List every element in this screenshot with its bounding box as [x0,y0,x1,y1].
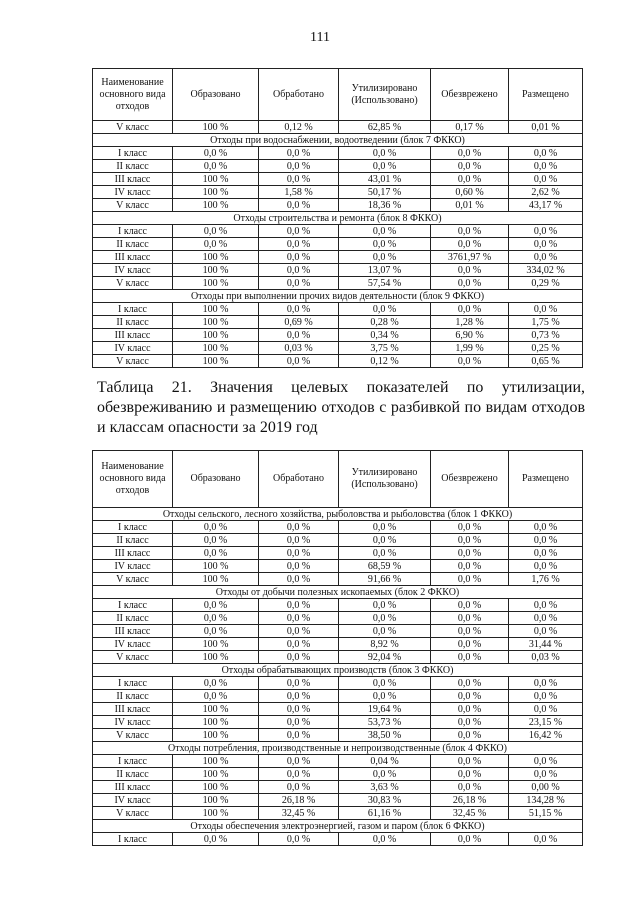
processed-cell: 0,0 % [259,625,339,638]
table-row [93,833,583,846]
utilized-cell: 50,17 % [339,186,431,199]
placed-cell: 0,29 % [509,277,583,290]
section-row [93,134,583,147]
header-neutralized: Обезврежено [431,451,509,508]
neutralized-cell: 3761,97 % [431,251,509,264]
section-title: Отходы обрабатывающих производств (блок 3 ФККО) [93,664,583,677]
neutralized-cell: 0,0 % [431,703,509,716]
placed-cell: 0,0 % [509,303,583,316]
processed-cell: 0,0 % [259,199,339,212]
class-cell: V класс [93,355,173,368]
section-title: Отходы при выполнении прочих видов деятельности (блок 9 ФККО) [93,290,583,303]
table-row [93,225,583,238]
table-header-row [93,69,583,121]
processed-cell: 0,0 % [259,638,339,651]
table-row [93,690,583,703]
table-row [93,625,583,638]
utilized-cell: 92,04 % [339,651,431,664]
header-processed: Обработано [259,451,339,508]
class-cell: V класс [93,807,173,820]
placed-cell: 0,0 % [509,703,583,716]
generated-cell: 0,0 % [173,625,259,638]
class-cell: IV класс [93,186,173,199]
utilized-cell: 0,0 % [339,833,431,846]
processed-cell: 0,0 % [259,573,339,586]
generated-cell: 0,0 % [173,160,259,173]
class-cell: III класс [93,703,173,716]
class-cell: I класс [93,147,173,160]
placed-cell: 0,0 % [509,560,583,573]
section-title: Отходы от добычи полезных ископаемых (блок 2 ФККО) [93,586,583,599]
class-cell: II класс [93,316,173,329]
utilized-cell: 0,0 % [339,147,431,160]
table-21 [92,450,583,846]
processed-cell: 0,0 % [259,173,339,186]
utilized-cell: 91,66 % [339,573,431,586]
header-processed: Обработано [259,69,339,121]
class-cell: I класс [93,599,173,612]
table-row [93,264,583,277]
utilized-cell: 0,0 % [339,677,431,690]
section-row [93,820,583,833]
utilized-cell: 0,0 % [339,768,431,781]
processed-cell: 32,45 % [259,807,339,820]
utilized-cell: 68,59 % [339,560,431,573]
processed-cell: 0,0 % [259,238,339,251]
neutralized-cell: 0,0 % [431,612,509,625]
class-cell: I класс [93,521,173,534]
neutralized-cell: 0,0 % [431,638,509,651]
table-row [93,573,583,586]
neutralized-cell: 0,0 % [431,625,509,638]
neutralized-cell: 0,0 % [431,173,509,186]
processed-cell: 0,12 % [259,121,339,134]
placed-cell: 43,17 % [509,199,583,212]
class-cell: III класс [93,173,173,186]
placed-cell: 0,00 % [509,781,583,794]
placed-cell: 0,73 % [509,329,583,342]
table-row [93,199,583,212]
table-row [93,612,583,625]
neutralized-cell: 0,0 % [431,160,509,173]
placed-cell: 0,03 % [509,651,583,664]
placed-cell: 0,0 % [509,225,583,238]
section-row [93,664,583,677]
neutralized-cell: 0,0 % [431,716,509,729]
processed-cell: 0,0 % [259,612,339,625]
neutralized-cell: 1,28 % [431,316,509,329]
processed-cell: 0,0 % [259,264,339,277]
table-row [93,534,583,547]
generated-cell: 100 % [173,703,259,716]
neutralized-cell: 26,18 % [431,794,509,807]
class-cell: II класс [93,160,173,173]
generated-cell: 100 % [173,355,259,368]
neutralized-cell: 0,0 % [431,238,509,251]
placed-cell: 334,02 % [509,264,583,277]
table-row [93,677,583,690]
class-cell: III класс [93,625,173,638]
header-neutralized: Обезврежено [431,69,509,121]
table-row [93,121,583,134]
table-row [93,355,583,368]
table-row [93,316,583,329]
processed-cell: 0,0 % [259,560,339,573]
class-cell: V класс [93,277,173,290]
neutralized-cell: 0,0 % [431,781,509,794]
table-header-row [93,451,583,508]
neutralized-cell: 1,99 % [431,342,509,355]
class-cell: I класс [93,225,173,238]
utilized-cell: 0,0 % [339,521,431,534]
header-utilized: Утилизировано (Использовано) [339,69,431,121]
section-title: Отходы строительства и ремонта (блок 8 ФККО) [93,212,583,225]
neutralized-cell: 0,0 % [431,534,509,547]
class-cell: IV класс [93,560,173,573]
class-cell: V класс [93,199,173,212]
placed-cell: 1,76 % [509,573,583,586]
processed-cell: 0,0 % [259,833,339,846]
neutralized-cell: 0,0 % [431,677,509,690]
table-row [93,521,583,534]
processed-cell: 0,0 % [259,599,339,612]
section-title: Отходы сельского, лесного хозяйства, рыболовства и рыболовства (блок 1 ФККО) [93,508,583,521]
placed-cell: 0,65 % [509,355,583,368]
processed-cell: 0,0 % [259,651,339,664]
class-cell: IV класс [93,342,173,355]
placed-cell: 0,0 % [509,251,583,264]
utilized-cell: 0,0 % [339,599,431,612]
processed-cell: 0,0 % [259,677,339,690]
utilized-cell: 38,50 % [339,729,431,742]
generated-cell: 100 % [173,755,259,768]
processed-cell: 0,0 % [259,781,339,794]
class-cell: III класс [93,329,173,342]
generated-cell: 100 % [173,173,259,186]
table-row [93,794,583,807]
processed-cell: 0,0 % [259,755,339,768]
generated-cell: 100 % [173,199,259,212]
placed-cell: 0,0 % [509,534,583,547]
processed-cell: 0,0 % [259,729,339,742]
placed-cell: 23,15 % [509,716,583,729]
utilized-cell: 0,0 % [339,238,431,251]
neutralized-cell: 0,0 % [431,225,509,238]
class-cell: V класс [93,729,173,742]
table-row [93,703,583,716]
utilized-cell: 13,07 % [339,264,431,277]
utilized-cell: 0,34 % [339,329,431,342]
class-cell: II класс [93,238,173,251]
generated-cell: 100 % [173,729,259,742]
utilized-cell: 62,85 % [339,121,431,134]
class-cell: V класс [93,573,173,586]
neutralized-cell: 0,0 % [431,560,509,573]
generated-cell: 100 % [173,781,259,794]
generated-cell: 0,0 % [173,547,259,560]
placed-cell: 0,0 % [509,521,583,534]
class-cell: I класс [93,755,173,768]
processed-cell: 0,0 % [259,521,339,534]
generated-cell: 100 % [173,794,259,807]
generated-cell: 100 % [173,303,259,316]
placed-cell: 2,62 % [509,186,583,199]
generated-cell: 100 % [173,251,259,264]
header-placed: Размещено [509,69,583,121]
processed-cell: 0,0 % [259,277,339,290]
generated-cell: 0,0 % [173,599,259,612]
utilized-cell: 43,01 % [339,173,431,186]
header-waste-type: Наименование основного вида отходов [93,69,173,121]
table-row [93,651,583,664]
processed-cell: 0,0 % [259,303,339,316]
section-row [93,508,583,521]
placed-cell: 0,0 % [509,690,583,703]
header-generated: Образовано [173,69,259,121]
processed-cell: 0,0 % [259,251,339,264]
header-placed: Размещено [509,451,583,508]
processed-cell: 0,0 % [259,225,339,238]
class-cell: I класс [93,303,173,316]
utilized-cell: 0,0 % [339,547,431,560]
class-cell: I класс [93,677,173,690]
processed-cell: 0,0 % [259,534,339,547]
table-row [93,342,583,355]
placed-cell: 0,0 % [509,625,583,638]
generated-cell: 0,0 % [173,521,259,534]
table-row [93,277,583,290]
table-caption: Таблица 21. Значения целевых показателей по утилизации, обезвреживанию и размещению отходов с разбивкой по видам отходов и классам опасности за 2019 год [97,379,585,436]
generated-cell: 100 % [173,264,259,277]
placed-cell: 0,0 % [509,833,583,846]
class-cell: II класс [93,690,173,703]
class-cell: I класс [93,833,173,846]
generated-cell: 0,0 % [173,225,259,238]
section-title: Отходы потребления, производственные и непроизводственные (блок 4 ФККО) [93,742,583,755]
processed-cell: 0,0 % [259,329,339,342]
table-row [93,173,583,186]
placed-cell: 0,25 % [509,342,583,355]
neutralized-cell: 0,0 % [431,277,509,290]
neutralized-cell: 0,0 % [431,521,509,534]
table-row [93,781,583,794]
table-row [93,755,583,768]
utilized-cell: 0,0 % [339,534,431,547]
utilized-cell: 0,12 % [339,355,431,368]
placed-cell: 0,0 % [509,238,583,251]
table-row [93,807,583,820]
class-cell: II класс [93,612,173,625]
utilized-cell: 0,04 % [339,755,431,768]
neutralized-cell: 0,0 % [431,303,509,316]
utilized-cell: 0,0 % [339,690,431,703]
placed-cell: 0,0 % [509,677,583,690]
section-row [93,742,583,755]
table-continued [92,68,583,368]
neutralized-cell: 0,0 % [431,547,509,560]
neutralized-cell: 0,0 % [431,690,509,703]
placed-cell: 0,0 % [509,755,583,768]
class-cell: IV класс [93,264,173,277]
processed-cell: 0,0 % [259,147,339,160]
class-cell: IV класс [93,638,173,651]
processed-cell: 0,0 % [259,716,339,729]
placed-cell: 0,01 % [509,121,583,134]
placed-cell: 0,0 % [509,547,583,560]
generated-cell: 100 % [173,638,259,651]
placed-cell: 0,0 % [509,160,583,173]
generated-cell: 100 % [173,277,259,290]
placed-cell: 1,75 % [509,316,583,329]
processed-cell: 26,18 % [259,794,339,807]
utilized-cell: 19,64 % [339,703,431,716]
section-row [93,586,583,599]
section-row [93,290,583,303]
neutralized-cell: 0,0 % [431,599,509,612]
generated-cell: 100 % [173,651,259,664]
processed-cell: 0,0 % [259,703,339,716]
placed-cell: 0,0 % [509,147,583,160]
placed-cell: 0,0 % [509,599,583,612]
header-utilized: Утилизировано (Использовано) [339,451,431,508]
table-row [93,599,583,612]
neutralized-cell: 0,0 % [431,651,509,664]
table-row [93,186,583,199]
processed-cell: 0,69 % [259,316,339,329]
table-row [93,160,583,173]
neutralized-cell: 0,0 % [431,264,509,277]
generated-cell: 0,0 % [173,612,259,625]
generated-cell: 100 % [173,121,259,134]
table-row [93,329,583,342]
generated-cell: 0,0 % [173,677,259,690]
class-cell: III класс [93,781,173,794]
table-row [93,560,583,573]
generated-cell: 0,0 % [173,534,259,547]
neutralized-cell: 0,0 % [431,355,509,368]
generated-cell: 100 % [173,807,259,820]
class-cell: IV класс [93,794,173,807]
utilized-cell: 3,75 % [339,342,431,355]
generated-cell: 0,0 % [173,833,259,846]
utilized-cell: 0,0 % [339,251,431,264]
table-row [93,303,583,316]
processed-cell: 0,0 % [259,160,339,173]
header-waste-type: Наименование основного вида отходов [93,451,173,508]
generated-cell: 0,0 % [173,147,259,160]
generated-cell: 100 % [173,716,259,729]
generated-cell: 0,0 % [173,238,259,251]
page-number: 111 [310,30,330,45]
processed-cell: 0,0 % [259,547,339,560]
generated-cell: 100 % [173,316,259,329]
class-cell: IV класс [93,716,173,729]
utilized-cell: 0,28 % [339,316,431,329]
placed-cell: 31,44 % [509,638,583,651]
neutralized-cell: 0,01 % [431,199,509,212]
generated-cell: 0,0 % [173,690,259,703]
table-row [93,768,583,781]
table-row [93,238,583,251]
processed-cell: 0,0 % [259,768,339,781]
placed-cell: 16,42 % [509,729,583,742]
utilized-cell: 8,92 % [339,638,431,651]
section-title: Отходы при водоснабжении, водоотведении (блок 7 ФККО) [93,134,583,147]
generated-cell: 100 % [173,573,259,586]
class-cell: V класс [93,651,173,664]
table-row [93,638,583,651]
processed-cell: 0,0 % [259,690,339,703]
neutralized-cell: 0,60 % [431,186,509,199]
header-generated: Образовано [173,451,259,508]
utilized-cell: 3,63 % [339,781,431,794]
placed-cell: 0,0 % [509,768,583,781]
utilized-cell: 18,36 % [339,199,431,212]
section-row [93,212,583,225]
table-row [93,729,583,742]
neutralized-cell: 0,0 % [431,573,509,586]
neutralized-cell: 0,0 % [431,147,509,160]
processed-cell: 1,58 % [259,186,339,199]
class-cell: V класс [93,121,173,134]
table-row [93,547,583,560]
class-cell: III класс [93,547,173,560]
table-row [93,251,583,264]
neutralized-cell: 0,0 % [431,729,509,742]
neutralized-cell: 0,0 % [431,833,509,846]
generated-cell: 100 % [173,560,259,573]
placed-cell: 51,15 % [509,807,583,820]
utilized-cell: 30,83 % [339,794,431,807]
class-cell: II класс [93,768,173,781]
utilized-cell: 61,16 % [339,807,431,820]
utilized-cell: 53,73 % [339,716,431,729]
generated-cell: 100 % [173,329,259,342]
table-row [93,716,583,729]
neutralized-cell: 32,45 % [431,807,509,820]
class-cell: III класс [93,251,173,264]
class-cell: II класс [93,534,173,547]
generated-cell: 100 % [173,186,259,199]
processed-cell: 0,0 % [259,355,339,368]
section-title: Отходы обеспечения электроэнергией, газом и паром (блок 6 ФККО) [93,820,583,833]
utilized-cell: 57,54 % [339,277,431,290]
utilized-cell: 0,0 % [339,225,431,238]
utilized-cell: 0,0 % [339,625,431,638]
neutralized-cell: 6,90 % [431,329,509,342]
neutralized-cell: 0,17 % [431,121,509,134]
utilized-cell: 0,0 % [339,160,431,173]
placed-cell: 134,28 % [509,794,583,807]
placed-cell: 0,0 % [509,612,583,625]
neutralized-cell: 0,0 % [431,755,509,768]
utilized-cell: 0,0 % [339,612,431,625]
processed-cell: 0,03 % [259,342,339,355]
neutralized-cell: 0,0 % [431,768,509,781]
placed-cell: 0,0 % [509,173,583,186]
generated-cell: 100 % [173,342,259,355]
generated-cell: 100 % [173,768,259,781]
utilized-cell: 0,0 % [339,303,431,316]
table-row [93,147,583,160]
